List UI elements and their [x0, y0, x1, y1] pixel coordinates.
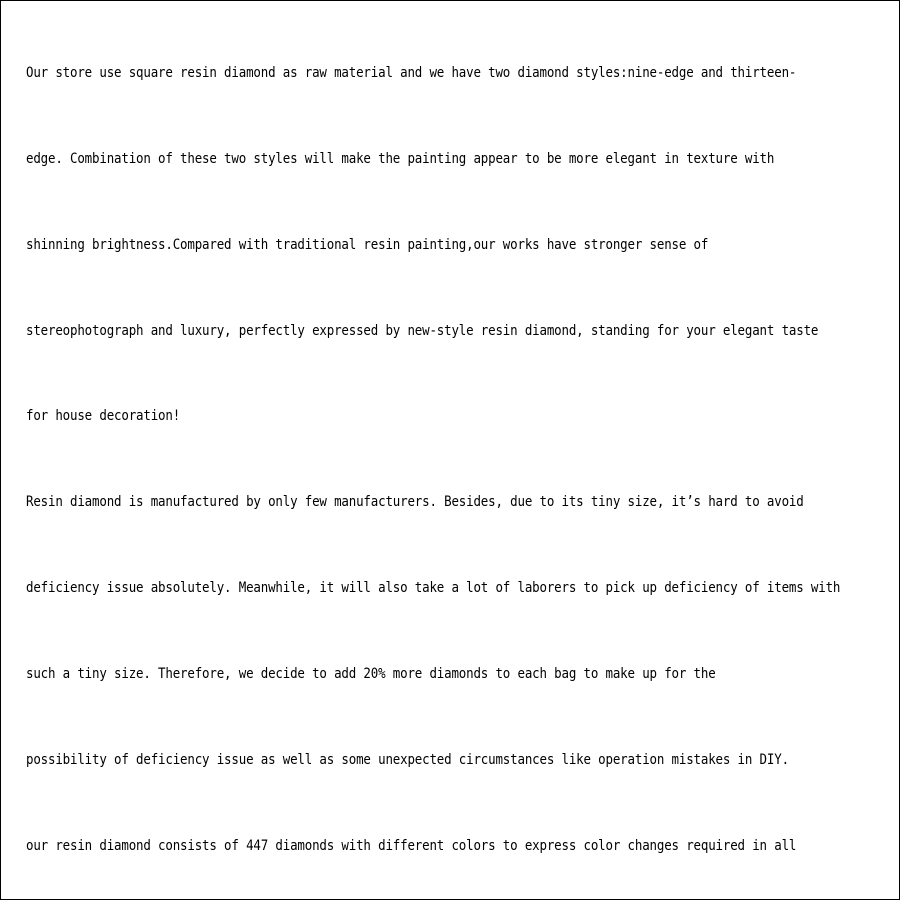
text-line: possibility of deficiency issue as well as some unexpected circumstances like operation mistakes in DIY. — [26, 752, 789, 768]
text-line: shinning brightness.Compared with traditional resin painting,our works have stronger sense of — [26, 237, 709, 253]
text-line: Resin diamond is manufactured by only few manufacturers. Besides, due to its tiny size, it’s hard to avoid — [26, 494, 804, 510]
text-line: our resin diamond consists of 447 diamonds with different colors to express color changes required in all — [26, 838, 797, 854]
text-line: for house decoration! — [26, 408, 181, 424]
text-line: deficiency issue absolutely. Meanwhile, it will also take a lot of laborers to pick up deficiency of items with — [26, 580, 841, 596]
text-line: Our store use square resin diamond as raw material and we have two diamond styles:nine-edge and thirteen- — [26, 65, 797, 81]
text-line: edge. Combination of these two styles will make the painting appear to be more elegant in texture with — [26, 151, 775, 167]
text-line: stereophotograph and luxury, perfectly expressed by new-style resin diamond, standing for your elegant taste — [26, 323, 819, 339]
text-line: such a tiny size. Therefore, we decide to add 20% more diamonds to each bag to make up for the — [26, 666, 716, 682]
